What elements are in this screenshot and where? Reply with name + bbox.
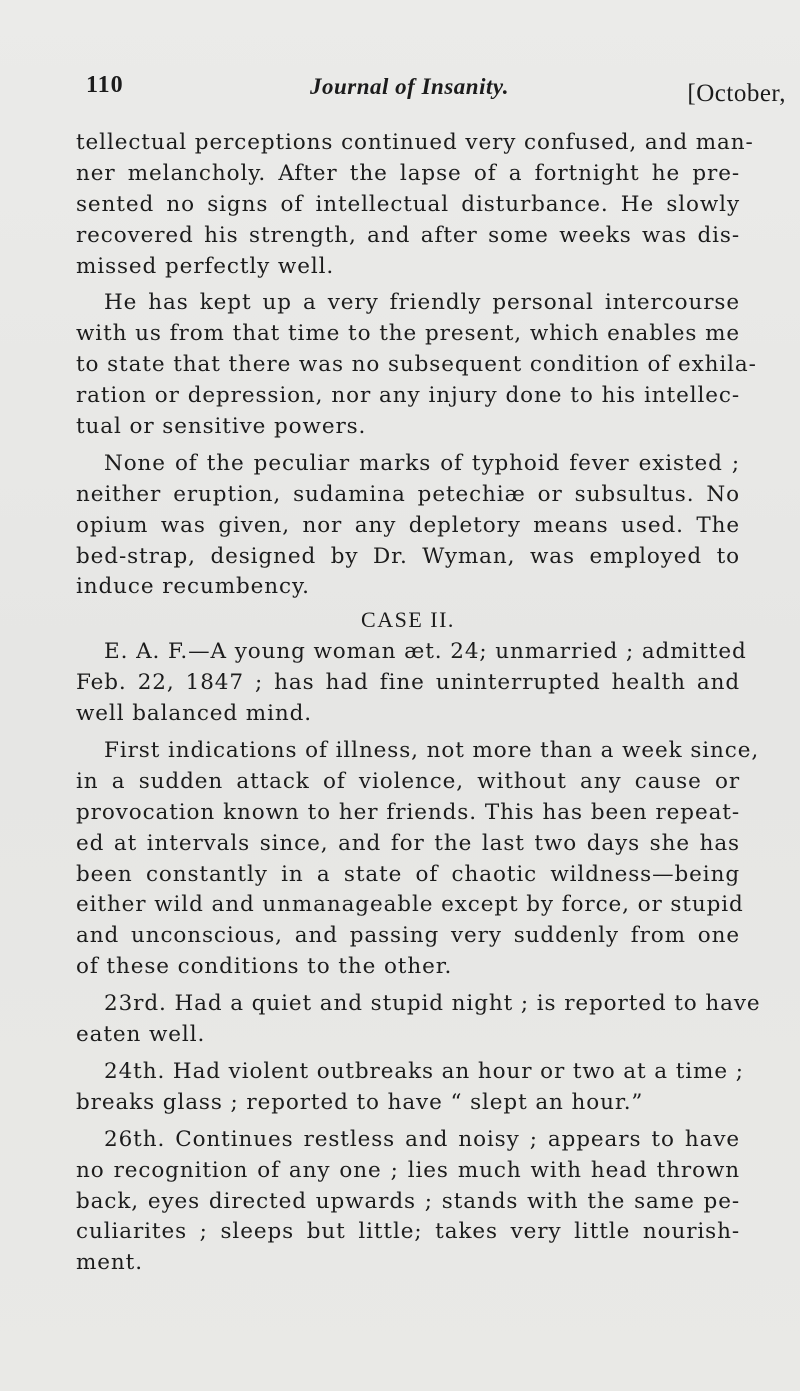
- text-line: bed-strap, designed by Dr. Wyman, was employed to: [76, 543, 740, 569]
- text-line: opium was given, nor any depletory means used. The: [76, 512, 740, 538]
- text-line: missed perfectly well.: [76, 253, 335, 279]
- text-line: of these conditions to the other.: [76, 954, 453, 980]
- text-line: no recognition of any one ; lies much with head thrown: [76, 1157, 740, 1183]
- text-line: E. A. F.—A young woman æt. 24; unmarried ; admitted: [104, 639, 747, 665]
- text-line: been constantly in a state of chaotic wildness—being: [76, 861, 740, 887]
- body-text: [76, 128, 761, 1279]
- paragraph: [76, 128, 754, 282]
- text-line: induce recumbency.: [76, 574, 310, 600]
- text-line: either wild and unmanageable except by force, or stupid: [76, 892, 744, 918]
- text-line: ed at intervals since, and for the last two days she has: [76, 830, 740, 856]
- text-line: neither eruption, sudamina petechiæ or subsultus. No: [76, 481, 740, 507]
- text-line: Feb. 22, 1847 ; has had fine uninterrupted health and: [76, 670, 740, 696]
- text-line: sented no signs of intellectual disturbance. He slowly: [76, 191, 740, 217]
- text-line: tual or sensitive powers.: [76, 414, 367, 440]
- text-line: to state that there was no subsequent condition of exhila-: [76, 352, 757, 378]
- text-line: He has kept up a very friendly personal intercourse: [104, 290, 740, 316]
- issue-month: [October,: [687, 80, 786, 107]
- text-line: ration or depression, nor any injury done to his intellec-: [76, 383, 740, 409]
- text-line: 24th. Had violent outbreaks an hour or two at a time ;: [104, 1058, 744, 1084]
- text-line: eaten well.: [76, 1022, 206, 1048]
- text-line: recovered his strength, and after some weeks was dis-: [76, 222, 740, 248]
- text-line: First indications of illness, not more than a week since,: [104, 738, 760, 764]
- text-line: tellectual perceptions continued very confused, and man-: [76, 130, 754, 155]
- page-number: 110: [86, 72, 124, 98]
- text-line: None of the peculiar marks of typhoid fever existed ;: [104, 450, 740, 476]
- text-line: and unconscious, and passing very suddenly from one: [76, 923, 740, 949]
- text-line: ner melancholy. After the lapse of a fortnight he pre-: [76, 160, 740, 186]
- text-line: 26th. Continues restless and noisy ; appears to have: [104, 1126, 740, 1152]
- text-line: ment.: [76, 1250, 143, 1276]
- text-line: 23rd. Had a quiet and stupid night ; is reported to have: [104, 991, 761, 1017]
- text-line: well balanced mind.: [76, 701, 313, 727]
- paragraph: [76, 989, 761, 1051]
- text-line: culiarites ; sleeps but little; takes very little nourish-: [76, 1219, 740, 1245]
- text-line: back, eyes directed upwards ; stands with the same pe-: [76, 1188, 740, 1214]
- journal-title: Journal of Insanity.: [310, 74, 509, 99]
- paragraph: [76, 736, 760, 983]
- paragraph: [76, 1057, 744, 1119]
- text-line: with us from that time to the present, which enables me: [76, 321, 740, 347]
- text-line: provocation known to her friends. This has been repeat-: [76, 799, 740, 825]
- paragraph: [76, 288, 757, 442]
- paragraph: [76, 1125, 740, 1279]
- text-line: breaks glass ; reported to have “ slept an hour.”: [76, 1089, 644, 1115]
- running-head: [86, 70, 786, 110]
- paragraph: [76, 449, 740, 603]
- case-heading: CASE II.: [361, 607, 455, 633]
- text-line: in a sudden attack of violence, without any cause or: [76, 768, 740, 794]
- paragraph: [76, 637, 747, 730]
